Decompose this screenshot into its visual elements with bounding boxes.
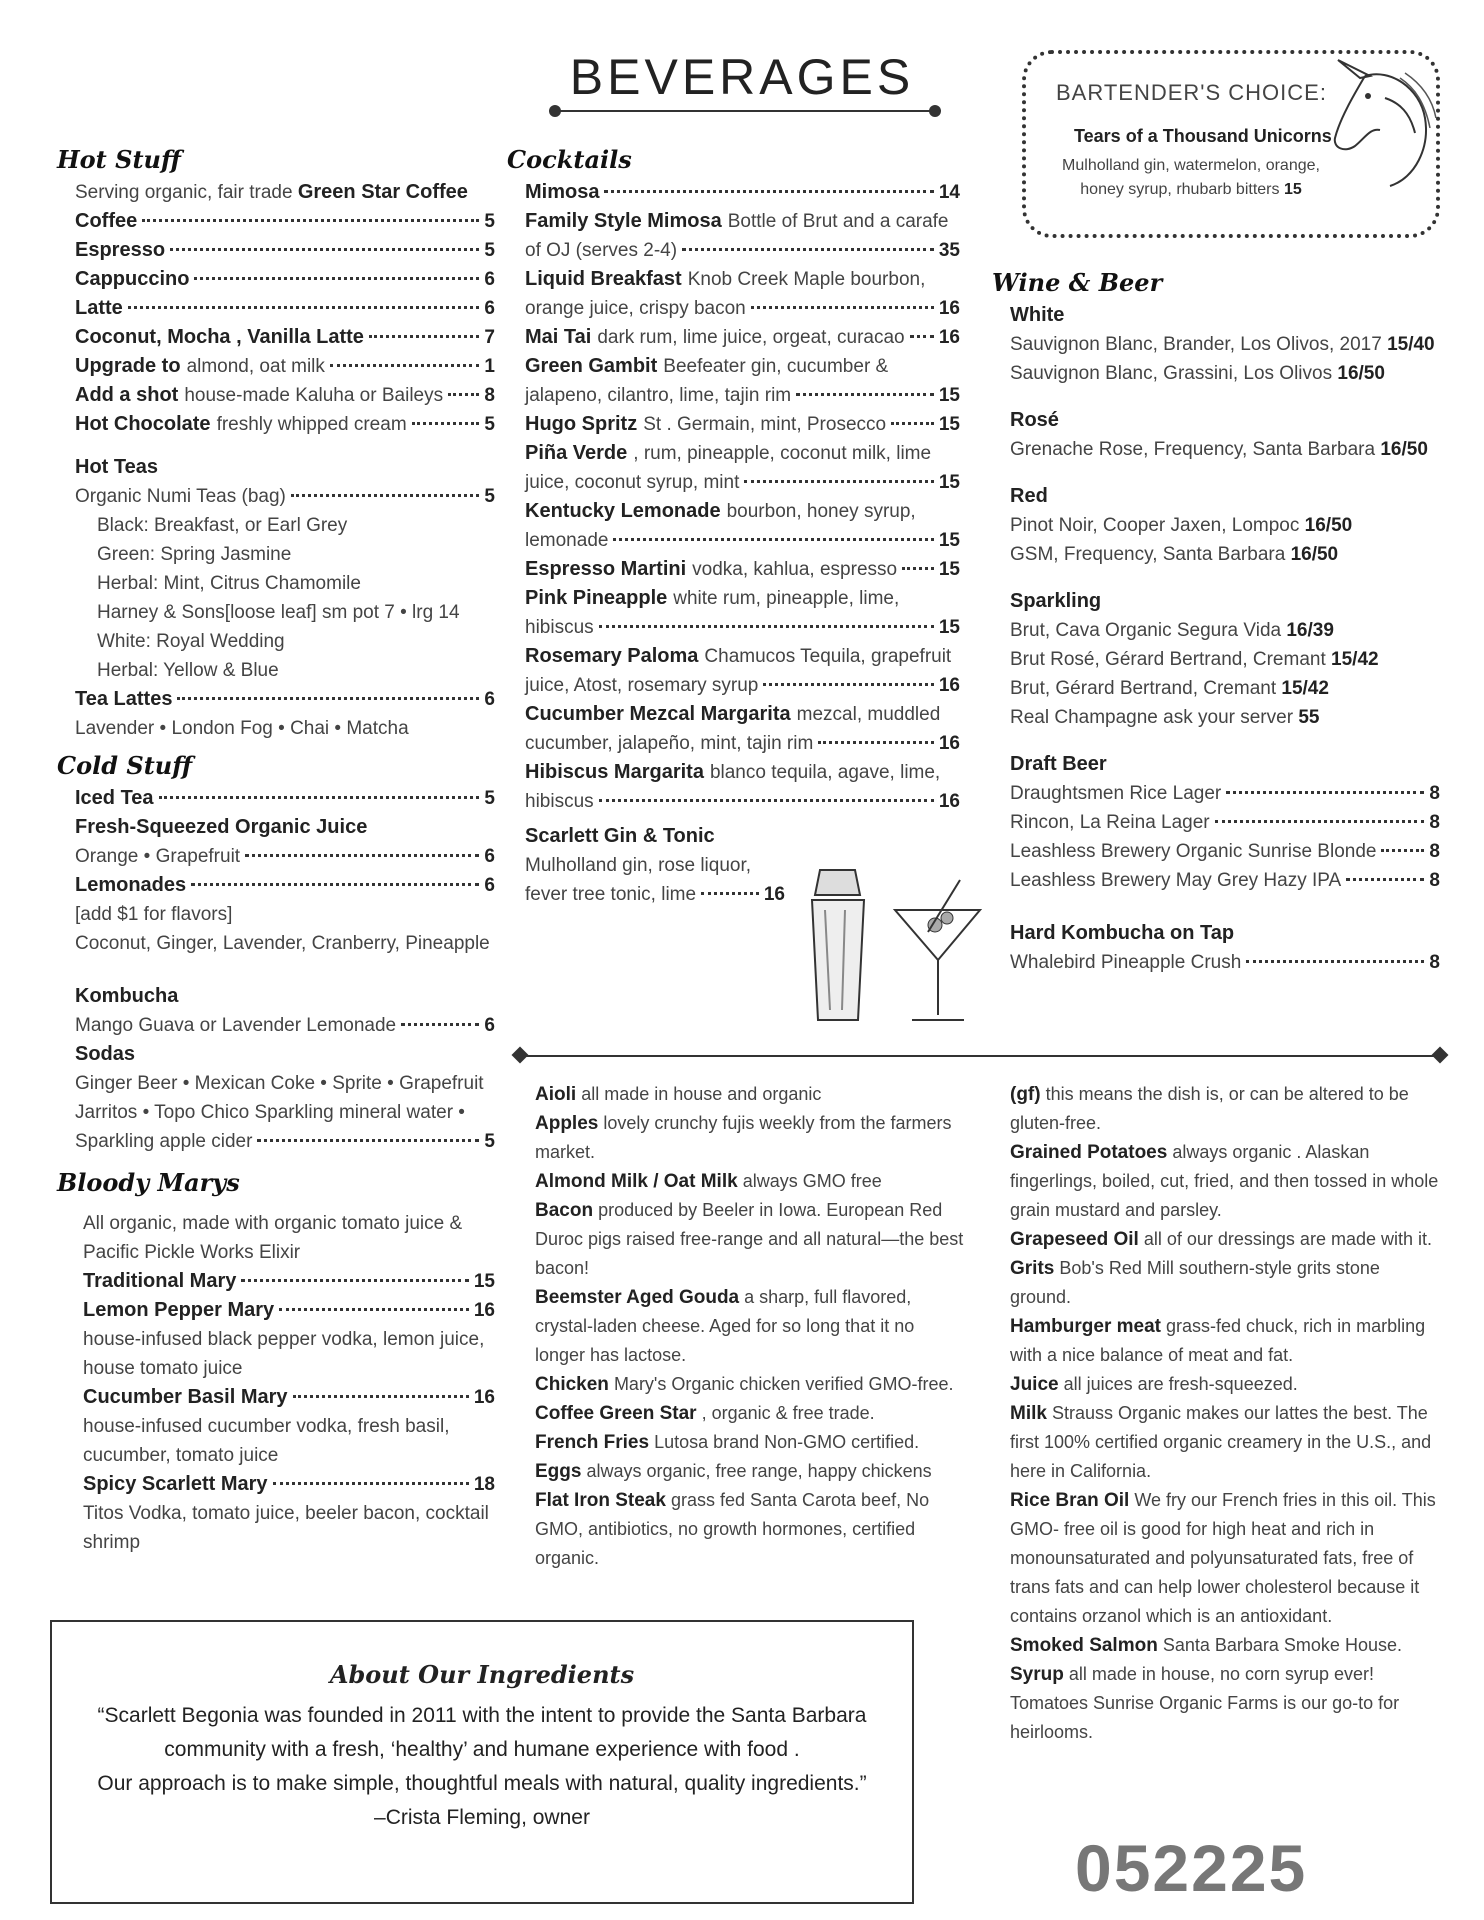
glossary-term: Almond Milk / Oat Milk [535, 1171, 738, 1192]
sparkling-3: Brut, Gérard Bertrand, Cremant 15/42 [1010, 678, 1329, 699]
item-desc: vodka, kahlua, espresso [692, 559, 898, 580]
glossary-entry [1010, 1399, 1440, 1486]
item-price: 8 [1429, 841, 1440, 862]
item-desc: lemonade [525, 530, 609, 551]
item-name: Add a shot [75, 384, 179, 406]
dot-leader [1346, 878, 1424, 881]
glossary-term: Flat Iron Steak [535, 1490, 666, 1511]
glossary-entry [535, 1486, 965, 1573]
item-name: Hugo Spritz [525, 413, 638, 435]
glossary-entry [1010, 1631, 1440, 1660]
glossary-entry [535, 1167, 965, 1196]
tea-lattes-list: Lavender • London Fog • Chai • Matcha [75, 718, 409, 739]
bloody-item-desc: house-infused cucumber vodka, fresh basil, cucumber, tomato juice [83, 1416, 450, 1466]
rose-1: Grenache Rose, Frequency, Santa Barbara 16/50 [1010, 439, 1428, 460]
item-name: Spicy Scarlett Mary [83, 1473, 268, 1495]
glossary-term: Milk [1010, 1403, 1047, 1424]
bloody-item-desc: Titos Vodka, tomato juice, beeler bacon, cocktail shrimp [83, 1503, 489, 1553]
glossary-desc: Santa Barbara Smoke House. [1162, 1635, 1402, 1655]
item-name: Pink Pineapple [525, 587, 668, 609]
glossary-desc: all of our dressings are made with it. [1143, 1229, 1432, 1249]
item-desc: house-made Kaluha or Baileys [184, 385, 444, 406]
glossary-desc: a sharp, full flavored, crystal-laden cheese. Aged for so long that it no longer has lactose. [535, 1287, 915, 1365]
dot-leader [170, 248, 479, 251]
iced-tea-row: Iced Tea 5 [75, 787, 495, 809]
lemonade-flavors: Coconut, Ginger, Lavender, Cranberry, Pineapple [75, 933, 490, 954]
item-name: Lemon Pepper Mary [83, 1299, 275, 1321]
dot-leader [751, 306, 934, 309]
item-desc: cucumber, jalapeño, mint, tajin rim [525, 733, 814, 754]
bloody-marys-heading: Bloody Marys [57, 1168, 240, 1197]
glossary-desc: Lutosa brand Non-GMO certified. [654, 1432, 920, 1452]
item-price: 7 [484, 327, 495, 348]
red-2: GSM, Frequency, Santa Barbara 16/50 [1010, 544, 1339, 565]
glossary-entry [1010, 1312, 1440, 1370]
cocktail-row-2 [525, 468, 960, 497]
glossary-entry [535, 1109, 965, 1167]
about-quote-2: community with a fresh, ‘healthy’ and humane experience with food . [164, 1738, 800, 1761]
glossary-entry [535, 1457, 965, 1486]
dot-leader [604, 190, 933, 193]
dot-leader [241, 1279, 468, 1282]
sparkling-heading: Sparkling [1010, 590, 1102, 612]
item-price: 15 [938, 385, 960, 406]
item-desc: Leashless Brewery Organic Sunrise Blonde [1010, 841, 1377, 862]
tea-variety: Green: Spring Jasmine [97, 544, 292, 565]
item-price: 16 [473, 1387, 495, 1408]
item-price: 1 [484, 356, 495, 377]
cocktail-row [525, 352, 960, 381]
item-price: 6 [484, 298, 495, 319]
glossary-desc: Strauss Organic makes our lattes the best. The first 100% certified organic creamery in the U.S., and here in California. [1010, 1403, 1432, 1481]
glossary-desc: always GMO free [742, 1171, 882, 1191]
dot-leader [273, 1482, 469, 1485]
tea-variety: Harney & Sons[loose leaf] sm pot 7 • lrg 14 [97, 602, 460, 623]
bloody-item-row [83, 1383, 495, 1412]
dot-leader [330, 364, 480, 367]
sparkling-1: Brut, Cava Organic Segura Vida 16/39 [1010, 620, 1334, 641]
glossary-entry [1010, 1080, 1440, 1138]
item-desc: freshly whipped cream [216, 414, 407, 435]
item-desc: mezcal, muddled [796, 704, 941, 725]
cocktails-heading: Cocktails [507, 145, 632, 174]
sparkling-4: Real Champagne ask your server 55 [1010, 707, 1320, 728]
item-price: 8 [484, 385, 495, 406]
glossary-term: Hamburger meat [1010, 1316, 1161, 1337]
cocktail-row [525, 439, 960, 468]
hot-teas-heading: Hot Teas [75, 456, 158, 478]
item-price: 15 [938, 530, 960, 551]
item-price: 15 [938, 559, 960, 580]
tea-lattes-row: Tea Lattes 6 [75, 688, 495, 710]
dot-leader [1215, 820, 1425, 823]
glossary-desc: all made in house, no corn syrup ever! Tomatoes Sunrise Organic Farms is our go-to for heirlooms. [1010, 1664, 1400, 1742]
dot-leader [744, 480, 933, 483]
white-heading: White [1010, 304, 1065, 326]
cocktail-row [525, 207, 960, 236]
beer-row [1010, 779, 1440, 808]
item-price: 16 [473, 1300, 495, 1321]
cold-stuff-heading: Cold Stuff [57, 751, 193, 780]
item-name: Espresso Martini [525, 558, 687, 580]
item-desc: Knob Creek Maple bourbon, [687, 269, 926, 290]
glossary-term: Aioli [535, 1084, 577, 1105]
dot-leader [128, 306, 480, 309]
page-title: BEVERAGES [569, 49, 915, 105]
item-desc: Rincon, La Reina Lager [1010, 812, 1210, 833]
glossary-entry [535, 1370, 965, 1399]
dot-leader [902, 567, 934, 570]
item-desc: Chamucos Tequila, grapefruit [704, 646, 952, 667]
hot-stuff-heading: Hot Stuff [57, 145, 181, 174]
dot-leader [194, 277, 479, 280]
item-name: Upgrade to [75, 355, 181, 377]
glossary-desc: produced by Beeler in Iowa. European Red Duroc pigs raised free-range and all natural—the best bacon! [535, 1200, 964, 1278]
glossary-column-2 [1010, 1080, 1440, 1747]
cocktail-row-2 [525, 294, 960, 323]
item-name: Family Style Mimosa [525, 210, 722, 232]
item-name: Traditional Mary [83, 1270, 237, 1292]
sodas-heading: Sodas [75, 1043, 136, 1065]
item-desc: , rum, pineapple, coconut milk, lime [633, 443, 932, 464]
hot-item-row [75, 410, 495, 439]
bloody-item-row [83, 1296, 495, 1325]
draft-beer-heading: Draft Beer [1010, 753, 1107, 775]
red-heading: Red [1010, 485, 1048, 507]
item-name: Cappuccino [75, 268, 190, 290]
beer-row [1010, 808, 1440, 837]
item-price: 16 [938, 298, 960, 319]
dot-leader [142, 219, 479, 222]
dot-leader [1226, 791, 1424, 794]
item-price: 6 [484, 269, 495, 290]
item-price: 8 [1429, 870, 1440, 891]
cocktail-row-2 [525, 381, 960, 410]
glossary-term: Grained Potatoes [1010, 1142, 1168, 1163]
cocktail-row [525, 758, 960, 787]
item-name: Latte [75, 297, 123, 319]
glossary-column-1 [535, 1080, 965, 1573]
sodas-line-1: Ginger Beer • Mexican Coke • Sprite • Grapefruit [75, 1073, 484, 1094]
scarlett-row: fever tree tonic, lime 16 [525, 884, 785, 905]
bartender-heading: BARTENDER'S CHOICE: [1056, 80, 1327, 105]
glossary-term: (gf) [1010, 1084, 1041, 1105]
glossary-desc: Mary's Organic chicken verified GMO-free. [613, 1374, 954, 1394]
item-name: Piña Verde [525, 442, 628, 464]
glossary-entry [535, 1283, 965, 1370]
hot-item-row [75, 207, 495, 236]
glossary-entry [1010, 1370, 1440, 1399]
bloody-item-row [83, 1267, 495, 1296]
item-desc: bourbon, honey syrup, [726, 501, 916, 522]
glossary-entry [1010, 1138, 1440, 1225]
item-desc: dark rum, lime juice, orgeat, curacao [597, 327, 905, 348]
hard-kombucha-row: Whalebird Pineapple Crush 8 [1010, 952, 1440, 973]
white-1: Sauvignon Blanc, Brander, Los Olivos, 2017 15/40 [1010, 334, 1435, 355]
item-price: 16 [938, 733, 960, 754]
section-divider [520, 1055, 1440, 1057]
item-name: Liquid Breakfast [525, 268, 682, 290]
item-desc: St . Germain, mint, Prosecco [643, 414, 887, 435]
tea-variety: Herbal: Yellow & Blue [97, 660, 279, 681]
glossary-term: Coffee Green Star [535, 1403, 697, 1424]
item-name: Coffee [75, 210, 138, 232]
cocktail-row-2 [525, 526, 960, 555]
glossary-desc: Bob's Red Mill southern-style grits stone ground. [1010, 1258, 1380, 1307]
scarlett-heading: Scarlett Gin & Tonic [525, 825, 715, 847]
hot-intro: Serving organic, fair trade Green Star Coffee [75, 181, 468, 203]
dot-leader [682, 248, 934, 251]
dot-leader [412, 422, 480, 425]
dot-leader [910, 335, 934, 338]
item-desc: Bottle of Brut and a carafe [727, 211, 949, 232]
glossary-term: Apples [535, 1113, 599, 1134]
item-name: Espresso [75, 239, 166, 261]
dot-leader [763, 683, 933, 686]
hot-item-row [75, 352, 495, 381]
item-price: 15 [938, 617, 960, 638]
item-desc: blanco tequila, agave, lime, [709, 762, 941, 783]
dot-leader [599, 625, 934, 628]
about-ingredients-box [50, 1620, 914, 1904]
beer-row [1010, 837, 1440, 866]
rose-heading: Rosé [1010, 409, 1059, 431]
cocktail-row-2 [525, 787, 960, 816]
item-desc: juice, coconut syrup, mint [525, 472, 740, 493]
beer-row [1010, 866, 1440, 895]
glossary-term: Bacon [535, 1200, 594, 1221]
item-price: 15 [938, 472, 960, 493]
lemonades-row: Lemonades 6 [75, 874, 495, 896]
item-name: Mimosa [525, 181, 600, 203]
item-price: 16 [938, 791, 960, 812]
bartender-drink-name: Tears of a Thousand Unicorns [1074, 126, 1332, 146]
juice-row: Fresh-Squeezed Organic Juice [75, 816, 368, 838]
glossary-term: Beemster Aged Gouda [535, 1287, 740, 1308]
dot-leader [293, 1395, 469, 1398]
column-middle [507, 145, 960, 909]
kombucha-heading: Kombucha [75, 985, 179, 1007]
glossary-term: French Fries [535, 1432, 650, 1453]
cocktail-row [525, 323, 960, 352]
glossary-entry [1010, 1254, 1440, 1312]
item-name: Kentucky Lemonade [525, 500, 721, 522]
item-name: Hot Chocolate [75, 413, 211, 435]
dot-leader [796, 393, 934, 396]
cocktail-row-2 [525, 729, 960, 758]
cocktail-row [525, 497, 960, 526]
item-desc: Beefeater gin, cucumber & [663, 356, 889, 377]
wine-beer-heading: Wine & Beer [992, 268, 1163, 297]
glossary-desc: all juices are fresh-squeezed. [1063, 1374, 1298, 1394]
dot-leader [613, 538, 933, 541]
glossary-desc: this means the dish is, or can be altered to be gluten-free. [1010, 1084, 1409, 1133]
cocktail-row-2 [525, 671, 960, 700]
item-desc: jalapeno, cilantro, lime, tajin rim [525, 385, 792, 406]
bartender-drink-desc: Mulholland gin, watermelon, orange, honey syrup, rhubarb bitters 15 [1062, 157, 1320, 198]
item-desc: hibiscus [525, 617, 594, 638]
glossary-term: Juice [1010, 1374, 1059, 1395]
glossary-desc: always organic, free range, happy chickens [586, 1461, 932, 1481]
item-name: Coconut, Mocha , Vanilla Latte [75, 326, 364, 348]
item-name: Rosemary Paloma [525, 645, 699, 667]
item-desc: white rum, pineapple, lime, [673, 588, 900, 609]
hot-item-row [75, 381, 495, 410]
item-desc: of OJ (serves 2-4) [525, 240, 678, 261]
dot-leader [448, 393, 479, 396]
cocktail-row [525, 265, 960, 294]
tea-row: Organic Numi Teas (bag) 5 [75, 486, 495, 507]
cocktail-row [525, 410, 960, 439]
item-price: 15 [473, 1271, 495, 1292]
dot-leader [1381, 849, 1424, 852]
glossary-desc: , organic & free trade. [701, 1403, 875, 1423]
about-quote-3: Our approach is to make simple, thoughtful meals with natural, quality ingredients.” [97, 1772, 867, 1795]
item-desc: almond, oat milk [186, 356, 325, 377]
glossary-desc: always organic . Alaskan fingerlings, boiled, cut, fried, and then tossed in whole grain mustard and parsley. [1010, 1142, 1439, 1220]
sparkling-2: Brut Rosé, Gérard Bertrand, Cremant 15/42 [1010, 649, 1379, 670]
hot-item-row [75, 294, 495, 323]
item-price: 15 [938, 414, 960, 435]
cocktail-row [525, 555, 960, 584]
glossary-desc: grass fed Santa Carota beef, No GMO, antibiotics, no growth hormones, certified organic. [535, 1490, 930, 1568]
menu-code: 052225 [1075, 1831, 1308, 1905]
bloody-item-row [83, 1470, 495, 1499]
cocktail-row-2 [525, 613, 960, 642]
bloody-item-desc: house-infused black pepper vodka, lemon juice, house tomato juice [83, 1329, 485, 1379]
item-desc: juice, Atost, rosemary syrup [525, 675, 759, 696]
item-name: Hibiscus Margarita [525, 761, 704, 783]
item-price: 18 [473, 1474, 495, 1495]
glossary-entry [1010, 1225, 1440, 1254]
about-heading: About Our Ingredients [329, 1660, 635, 1689]
item-name: Green Gambit [525, 355, 658, 377]
glossary-term: Grapeseed Oil [1010, 1229, 1139, 1250]
glossary-desc: We fry our French fries in this oil. This GMO- free oil is good for high heat and rich in monounsaturated and polyunsaturated fats, free of trans fats and can help lower cholesterol because it contains orzanol which is an antioxidant. [1010, 1490, 1436, 1626]
cocktail-row [525, 700, 960, 729]
item-price: 8 [1429, 812, 1440, 833]
dot-leader [891, 422, 934, 425]
tea-variety: White: Royal Wedding [97, 631, 285, 652]
sodas-line-2: Jarritos • Topo Chico Sparkling mineral water • [75, 1102, 465, 1123]
item-desc: Draughtsmen Rice Lager [1010, 783, 1222, 804]
dot-leader [599, 799, 934, 802]
glossary-term: Chicken [535, 1374, 609, 1395]
item-price: 8 [1429, 783, 1440, 804]
item-price: 16 [938, 327, 960, 348]
glossary-entry [535, 1196, 965, 1283]
column-right [992, 268, 1440, 977]
scarlett-desc-1: Mulholland gin, rose liquor, [525, 855, 752, 876]
glossary-term: Smoked Salmon [1010, 1635, 1158, 1656]
title-divider [555, 110, 935, 112]
cocktail-row [525, 178, 960, 207]
glossary-desc: grass-fed chuck, rich in marbling with a nice balance of meat and fat. [1010, 1316, 1426, 1365]
hard-kombucha-heading: Hard Kombucha on Tap [1010, 922, 1235, 944]
glossary-desc: lovely crunchy fujis weekly from the farmers market. [535, 1113, 952, 1162]
item-name: Cucumber Mezcal Margarita [525, 703, 791, 725]
item-price: 5 [484, 414, 495, 435]
kombucha-row: Mango Guava or Lavender Lemonade 6 [75, 1015, 495, 1036]
column-left [57, 145, 495, 1557]
hot-item-row [75, 265, 495, 294]
glossary-entry [535, 1080, 965, 1109]
lemonade-note: [add $1 for flavors] [75, 904, 233, 925]
dot-leader [818, 741, 934, 744]
cocktail-row [525, 642, 960, 671]
bloody-intro: All organic, made with organic tomato juice & Pacific Pickle Works Elixir [83, 1213, 463, 1263]
item-name: Mai Tai [525, 326, 592, 348]
tea-variety: Herbal: Mint, Citrus Chamomile [97, 573, 361, 594]
glossary-entry [1010, 1486, 1440, 1631]
about-quote-1: “Scarlett Begonia was founded in 2011 with the intent to provide the Santa Barbara [97, 1704, 867, 1727]
item-desc: Leashless Brewery May Grey Hazy IPA [1010, 870, 1342, 891]
unicorn-icon [1330, 58, 1440, 188]
glossary-term: Syrup [1010, 1664, 1064, 1685]
dot-leader [279, 1308, 469, 1311]
glossary-term: Eggs [535, 1461, 582, 1482]
glossary-entry [535, 1428, 965, 1457]
item-price: 35 [938, 240, 960, 261]
juice-options-row: Orange • Grapefruit 6 [75, 846, 495, 867]
white-2: Sauvignon Blanc, Grassini, Los Olivos 16/50 [1010, 363, 1385, 384]
sodas-row: Sparkling apple cider 5 [75, 1131, 495, 1152]
item-price: 16 [938, 675, 960, 696]
hot-item-row [75, 236, 495, 265]
glossary-entry [1010, 1660, 1440, 1747]
about-quote-4: –Crista Fleming, owner [374, 1806, 590, 1829]
hot-item-row [75, 323, 495, 352]
cocktail-shaker-icon [800, 850, 1000, 1030]
red-1: Pinot Noir, Cooper Jaxen, Lompoc 16/50 [1010, 515, 1353, 536]
cocktail-row [525, 584, 960, 613]
cocktail-row-2 [525, 236, 960, 265]
glossary-term: Rice Bran Oil [1010, 1490, 1130, 1511]
dot-leader [369, 335, 479, 338]
tea-variety: Black: Breakfast, or Earl Grey [97, 515, 348, 536]
item-desc: orange juice, crispy bacon [525, 298, 746, 319]
item-price: 5 [484, 240, 495, 261]
item-name: Cucumber Basil Mary [83, 1386, 288, 1408]
item-desc: hibiscus [525, 791, 594, 812]
item-price: 14 [938, 182, 960, 203]
glossary-term: Grits [1010, 1258, 1055, 1279]
glossary-desc: all made in house and organic [581, 1084, 822, 1104]
glossary-entry [535, 1399, 965, 1428]
item-price: 5 [484, 211, 495, 232]
